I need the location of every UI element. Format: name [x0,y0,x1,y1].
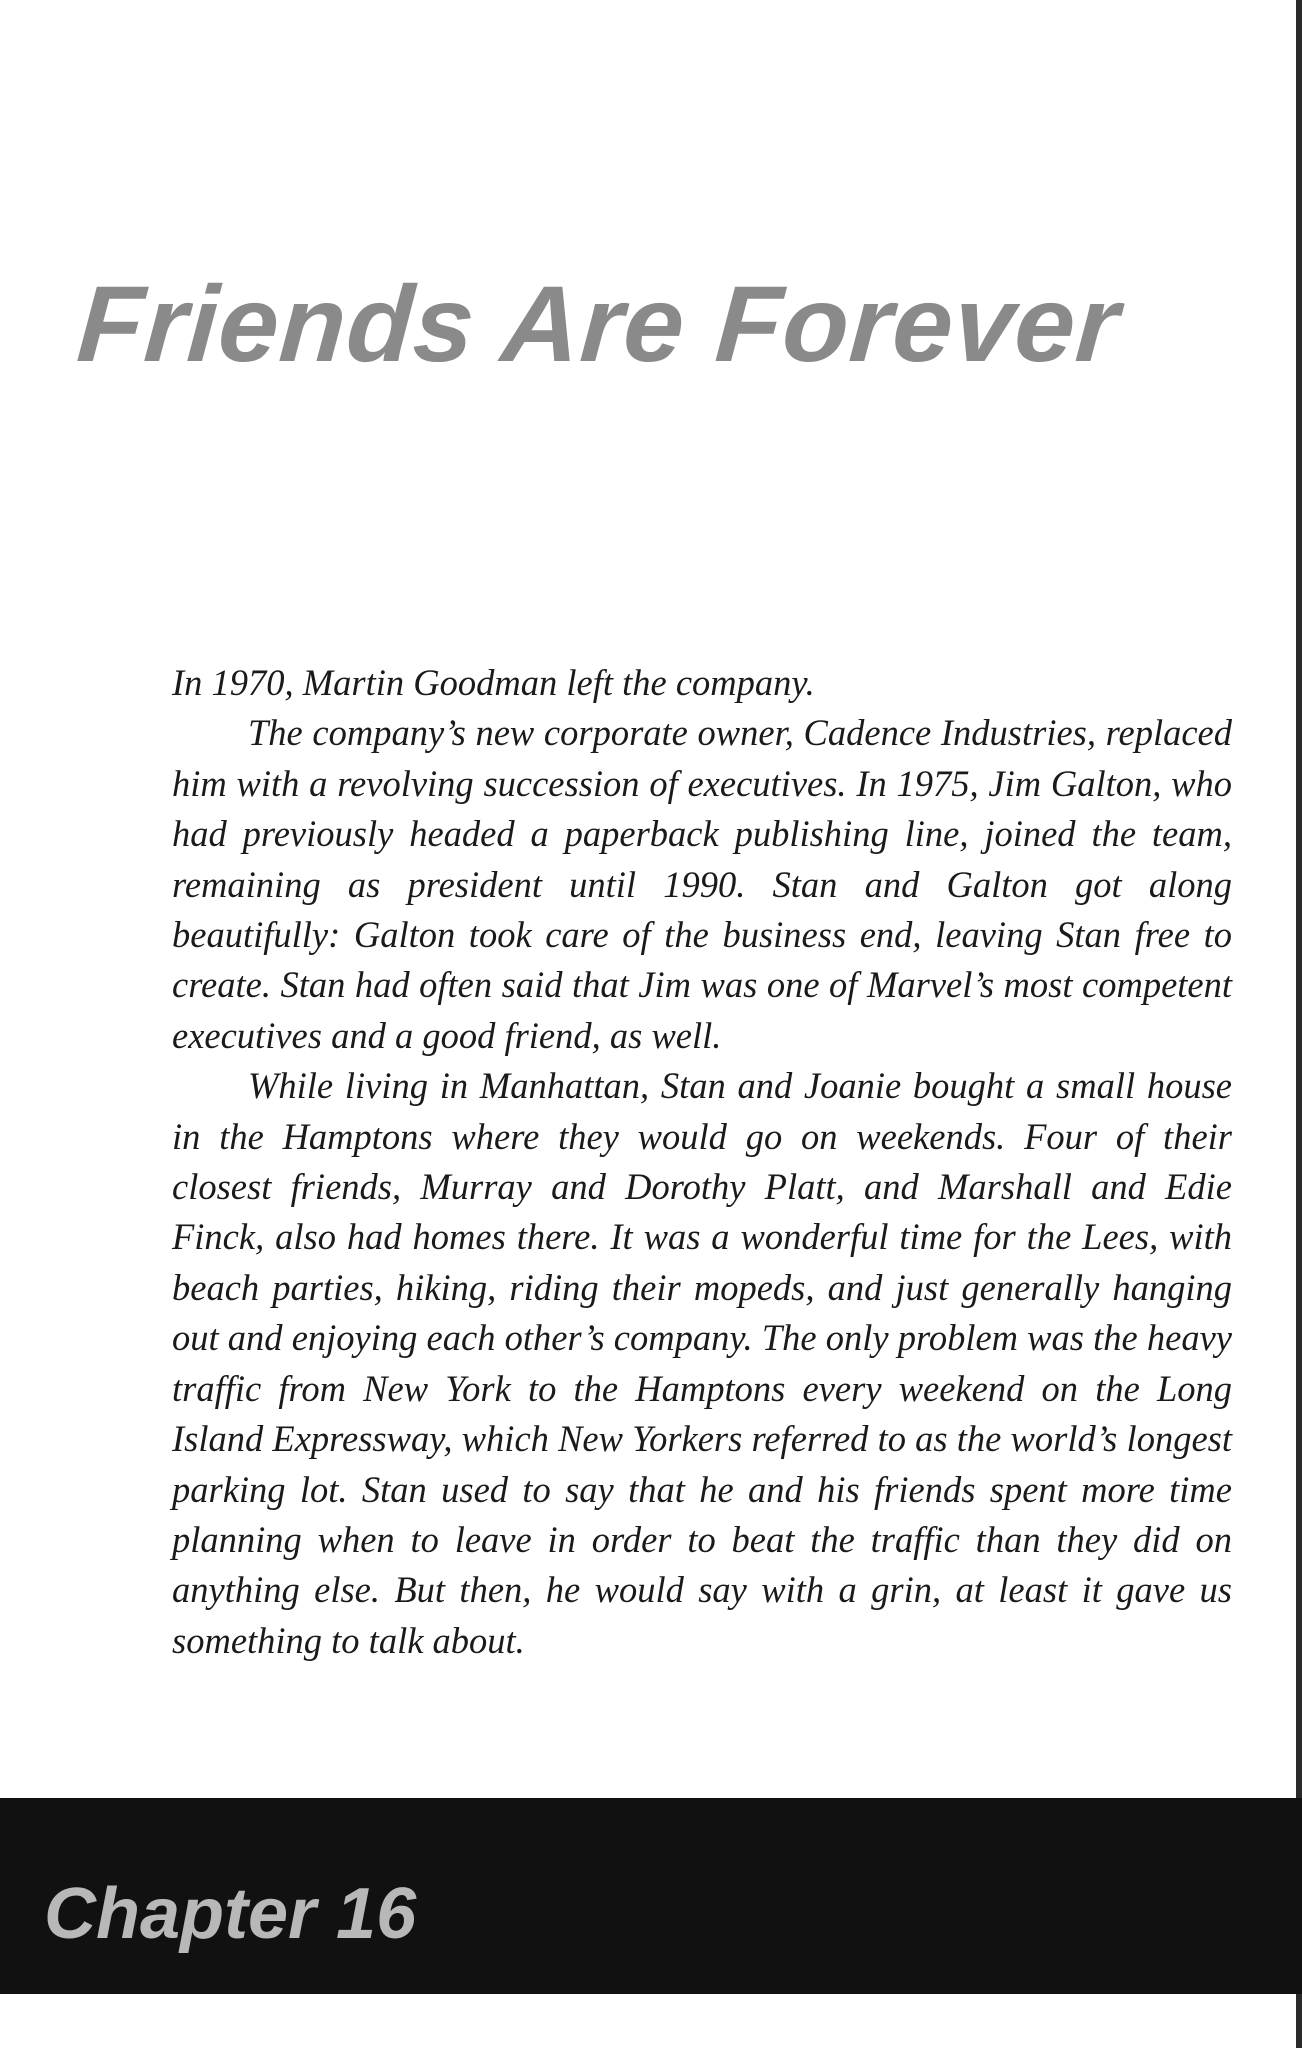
paragraph: The company’s new corporate owner, Cadence Industries, replaced him with a revolving succession of executives. In 1975, Jim Galton, who had previously headed a paperback publishing line, joined the team, remaining as president until 1990. Stan and Galton got along beautifully: Galton took care of the business end, leaving Stan free to create. Stan had often said that Jim was one of Marvel’s most competent executives and a good friend, as well. [172,712,1232,1056]
paragraph: While living in Manhattan, Stan and Joanie bought a small house in the Hamptons where they would go on weekends. Four of their closest friends, Murray and Dorothy Platt, and Marshall and Edie Finck, also had homes there. It was a wonderful time for the Lees, with beach parties, hiking, riding their mopeds, and just generally hanging out and enjoying each other’s company. The only problem was the heavy traffic from New York to the Hamptons every weekend on the Long Island Expressway, which New Yorkers referred to as the world’s longest parking lot. Stan used to say that he and his friends spent more time planning when to leave in order to beat the traffic than they did on anything else. But then, he would say with a grin, at least it gave us something to talk about. [172,1065,1232,1661]
chapter-title: Friends Are Forever [73,263,1124,384]
chapter-number-label: Chapter 16 [44,1874,417,1954]
body-text [172,658,1232,1666]
paragraph: In 1970, Martin Goodman left the company. [172,662,815,703]
page-edge [1296,0,1302,2048]
